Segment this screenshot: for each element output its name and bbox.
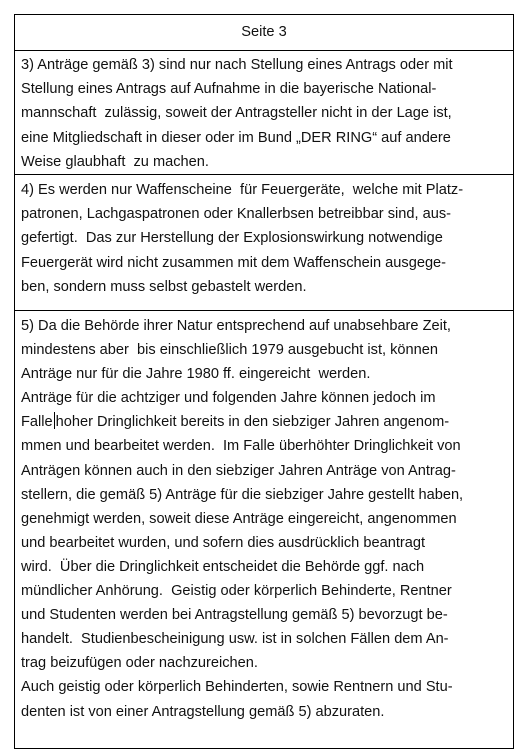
- section-5-line: und bearbeitet wurden, und sofern dies ausdrücklich beantragt: [21, 534, 426, 551]
- section-5-line: Anträge für die achtziger und folgenden Jahre können jedoch im: [21, 390, 436, 407]
- document-page: [14, 14, 514, 749]
- section-3-line: 3) Anträge gemäß 3) sind nur nach Stellung eines Antrags oder mit: [21, 57, 453, 73]
- section-3-line: Weise glaubhaft zu machen.: [21, 153, 209, 170]
- section-4: [15, 175, 513, 311]
- section-4-line: ben, sondern muss selbst gebastelt werden.: [21, 278, 307, 295]
- section-5-line: mindestens aber bis einschließlich 1979 ausgebucht ist, können: [21, 342, 438, 359]
- section-5-line: Anträgen können auch in den siebziger Jahren Anträge von Antrag-: [21, 462, 456, 479]
- section-3-line: mannschaft zulässig, soweit der Antragsteller nicht in der Lage ist,: [21, 105, 452, 122]
- section-3: [15, 51, 513, 175]
- section-5[interactable]: [15, 311, 513, 748]
- section-5-line-tail: hoher Dringlichkeit bereits in den siebziger Jahren angenom-: [55, 414, 450, 431]
- section-5-line-with-cursor: [21, 410, 507, 434]
- section-5-line: wird. Über die Dringlichkeit entscheidet die Behörde ggf. nach: [21, 558, 425, 575]
- section-5-line: denten ist von einer Antragstellung gemäß 5) abzuraten.: [21, 703, 385, 720]
- section-5-line: trag beizufügen oder nachzureichen.: [21, 655, 258, 672]
- section-3-line: Stellung eines Antrags auf Aufnahme in die bayerische National-: [21, 81, 437, 98]
- section-5-line: Auch geistig oder körperlich Behinderten, sowie Rentnern und Stu-: [21, 679, 453, 696]
- section-5-line: 5) Da die Behörde ihrer Natur entsprechend auf unabsehbare Zeit,: [21, 318, 451, 334]
- section-5-line: und Studenten werden bei Antragstellung gemäß 5) bevorzugt be-: [21, 607, 448, 624]
- section-5-line: Anträge nur für die Jahre 1980 ff. eingereicht werden.: [21, 366, 371, 383]
- section-5-line: genehmigt werden, soweit diese Anträge eingereicht, angenommen: [21, 510, 457, 527]
- section-4-line: patronen, Lachgaspatronen oder Knallerbsen betreibbar sind, aus-: [21, 206, 451, 223]
- section-4-line: gefertigt. Das zur Herstellung der Explosionswirkung notwendige: [21, 230, 443, 247]
- section-5-line: handelt. Studienbescheinigung usw. ist in solchen Fällen dem An-: [21, 631, 449, 648]
- page-label: Seite 3: [241, 24, 287, 40]
- section-5-line: stellern, die gemäß 5) Anträge für die siebziger Jahre gestellt haben,: [21, 486, 464, 503]
- section-5-line: mmen und bearbeitet werden. Im Falle überhöhter Dringlichkeit von: [21, 438, 461, 455]
- section-5-line: mündlicher Anhörung. Geistig oder körperlich Behinderte, Rentner: [21, 583, 452, 600]
- section-4-line: 4) Es werden nur Waffenscheine für Feuergeräte, welche mit Platz-: [21, 182, 464, 198]
- section-4-line: Feuergerät wird nicht zusammen mit dem Waffenschein ausgege-: [21, 254, 447, 271]
- text-cursor: [54, 412, 55, 429]
- section-3-line: eine Mitgliedschaft in dieser oder im Bund „DER RING“ auf andere: [21, 129, 451, 146]
- page-header: [15, 15, 513, 51]
- section-5-line-head: Falle: [21, 414, 53, 431]
